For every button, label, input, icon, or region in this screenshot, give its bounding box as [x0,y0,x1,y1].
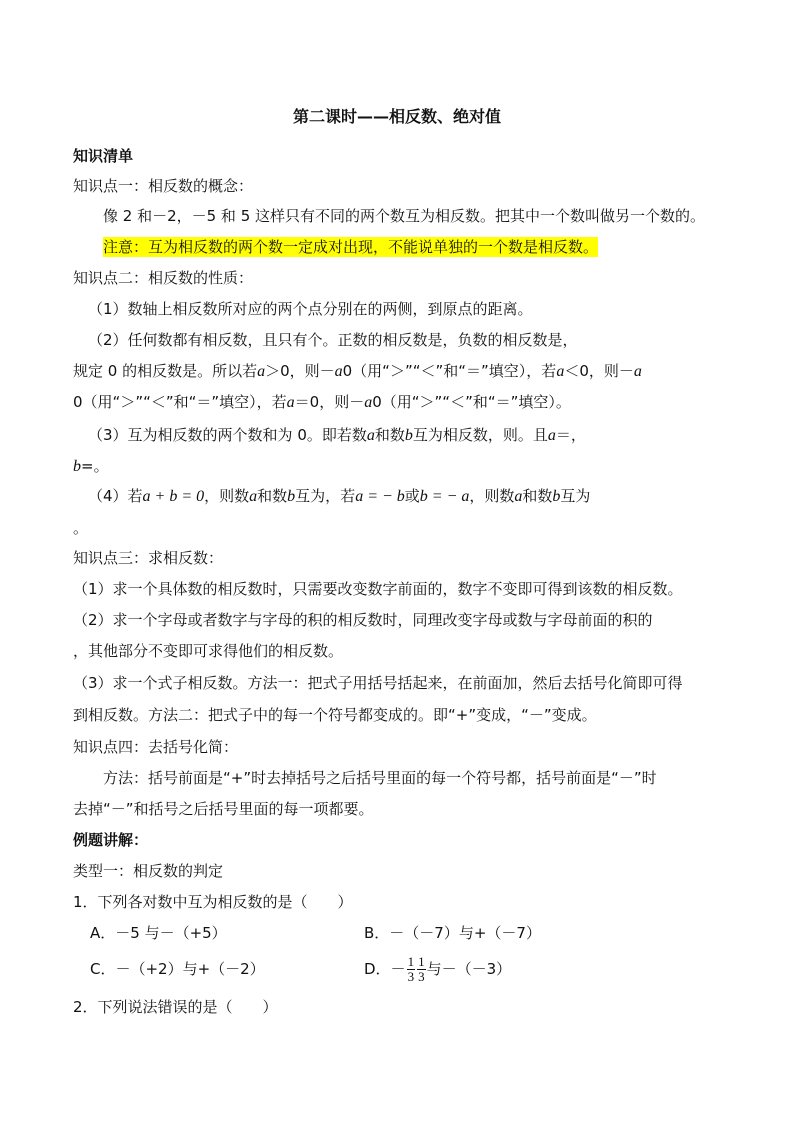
text-segment: （4）若 [88,487,143,505]
text-segment: 互为，若 [295,487,356,505]
page-title: 第二课时——相反数、绝对值 [292,107,501,126]
kp2-p1: （1）数轴上相反数所对应的两个点分别在的两侧，到原点的距离。 [88,300,533,318]
question-1-stem: 1．下列各对数中互为相反数的是（ ） [73,893,353,911]
text-segment: 互为相反数，则。且 [412,426,548,444]
var-a: a [556,363,565,380]
kp1-text: 像 2 和－2，－5 和 5 这样只有不同的两个数互为相反数。把其中一个数叫做另一个数的。 [103,207,706,225]
kp1-note [103,237,598,257]
expr-a-plus-b: a + b = 0 [142,488,205,505]
fraction-denominator: 3 [418,969,425,984]
kp2-heading: 知识点二：相反数的性质： [73,269,254,287]
question-1-option-a: A．－5 与－（+5） [90,924,227,942]
var-b: b [73,458,81,475]
text-segment: （3）互为相反数的两个数和为 0。即若数 [88,426,367,444]
fraction-numerator: 1 [418,954,425,969]
question-1-option-c: C．－（+2）与+（－2） [90,960,265,978]
text-segment: D．－ [364,960,406,978]
text-segment: 和数 [257,487,288,505]
var-a: a [633,363,642,380]
var-a: a [334,363,343,380]
text-segment: ，则数 [469,487,515,505]
fraction-one-third [407,955,416,984]
var-a: a [364,394,373,411]
text-segment: =。 [81,457,109,475]
var-a: a [286,394,295,411]
text-segment: 和数 [522,487,553,505]
question-2-stem: 2．下列说法错误的是（ ） [73,998,278,1016]
var-a: a [366,427,375,444]
kp2-p2-line2 [73,361,642,382]
text-segment: 0（用“＞”“＜”和“＝”填空），若 [73,393,287,411]
expr-a-neg-b: a = − b [355,488,405,505]
fraction-numerator: 1 [407,954,415,969]
var-b: b [287,488,296,505]
section-heading-knowledge: 知识清单 [73,147,134,165]
kp2-p2-line3 [73,392,571,413]
kp3-p2: （2）求一个字母或者数字与字母的积的相反数时，同理改变字母或数与字母前面的积的 [73,611,653,629]
kp3-p2-line2: ，其他部分不变即可求得他们的相反数。 [73,642,344,660]
var-a: a [257,363,266,380]
kp4-p1: 方法：括号前面是“+”时去掉括号之后括号里面的每一个符号都，括号前面是“－”时 [103,769,657,787]
text-segment: 互为 [560,487,591,505]
kp4-heading: 知识点四：去括号化简： [73,738,239,756]
kp2-p3-line2 [73,456,109,477]
kp2-p4-end: 。 [73,519,89,537]
text-segment: 规定 0 的相反数是。所以若 [73,362,258,380]
text-segment: ＝， [555,426,586,444]
kp2-p4 [88,486,590,507]
text-segment: ，则数 [204,487,250,505]
highlighted-note: 注意：互为相反数的两个数一定成对出现，不能说单独的一个数是相反数。 [103,238,599,256]
kp3-heading: 知识点三：求相反数： [73,549,224,567]
var-a: a [547,427,556,444]
var-b: b [404,427,413,444]
kp3-p3-line2: 到相反数。方法二：把式子中的每一个符号都变成的。即“+”变成，“－”变成。 [73,706,597,724]
var-a: a [514,488,523,505]
text-segment: ＝0，则－ [294,393,365,411]
text-segment: 或 [404,487,420,505]
kp4-p1-line2: 去掉“－”和括号之后括号里面的每一项都要。 [73,800,374,818]
question-1-option-d [364,951,511,987]
text-segment: 0（用“＞”“＜”和“＝”填空），若 [342,362,557,380]
kp1-heading: 知识点一：相反数的概念： [73,177,254,195]
fraction-denominator: 3 [407,969,415,984]
fraction-one-third [417,955,426,984]
var-a: a [249,488,258,505]
kp2-p3 [88,425,586,446]
kp2-p2: （2）任何数都有相反数，且只有个。正数的相反数是，负数的相反数是， [88,331,578,349]
examples-heading: 例题讲解： [73,831,149,849]
question-1-option-b: B．－（－7）与+（－7） [364,924,541,942]
text-segment: 和数 [374,426,405,444]
text-segment: 与－（－3） [426,960,512,978]
text-segment: ＜0，则－ [564,362,634,380]
kp3-p3: （3）求一个式子相反数。方法一：把式子用括号括起来，在前面加，然后去括号化简即可得 [73,674,683,692]
kp3-p1: （1）求一个具体数的相反数时，只需要改变数字前面的，数字不变即可得到该数的相反数。 [73,580,683,598]
expr-b-neg-a: b = − a [419,488,470,505]
var-b: b [552,488,561,505]
text-segment: ＞0，则－ [265,362,335,380]
text-segment: 0（用“＞”“＜”和“＝”填空）。 [372,393,571,411]
type1-heading: 类型一：相反数的判定 [73,862,224,880]
